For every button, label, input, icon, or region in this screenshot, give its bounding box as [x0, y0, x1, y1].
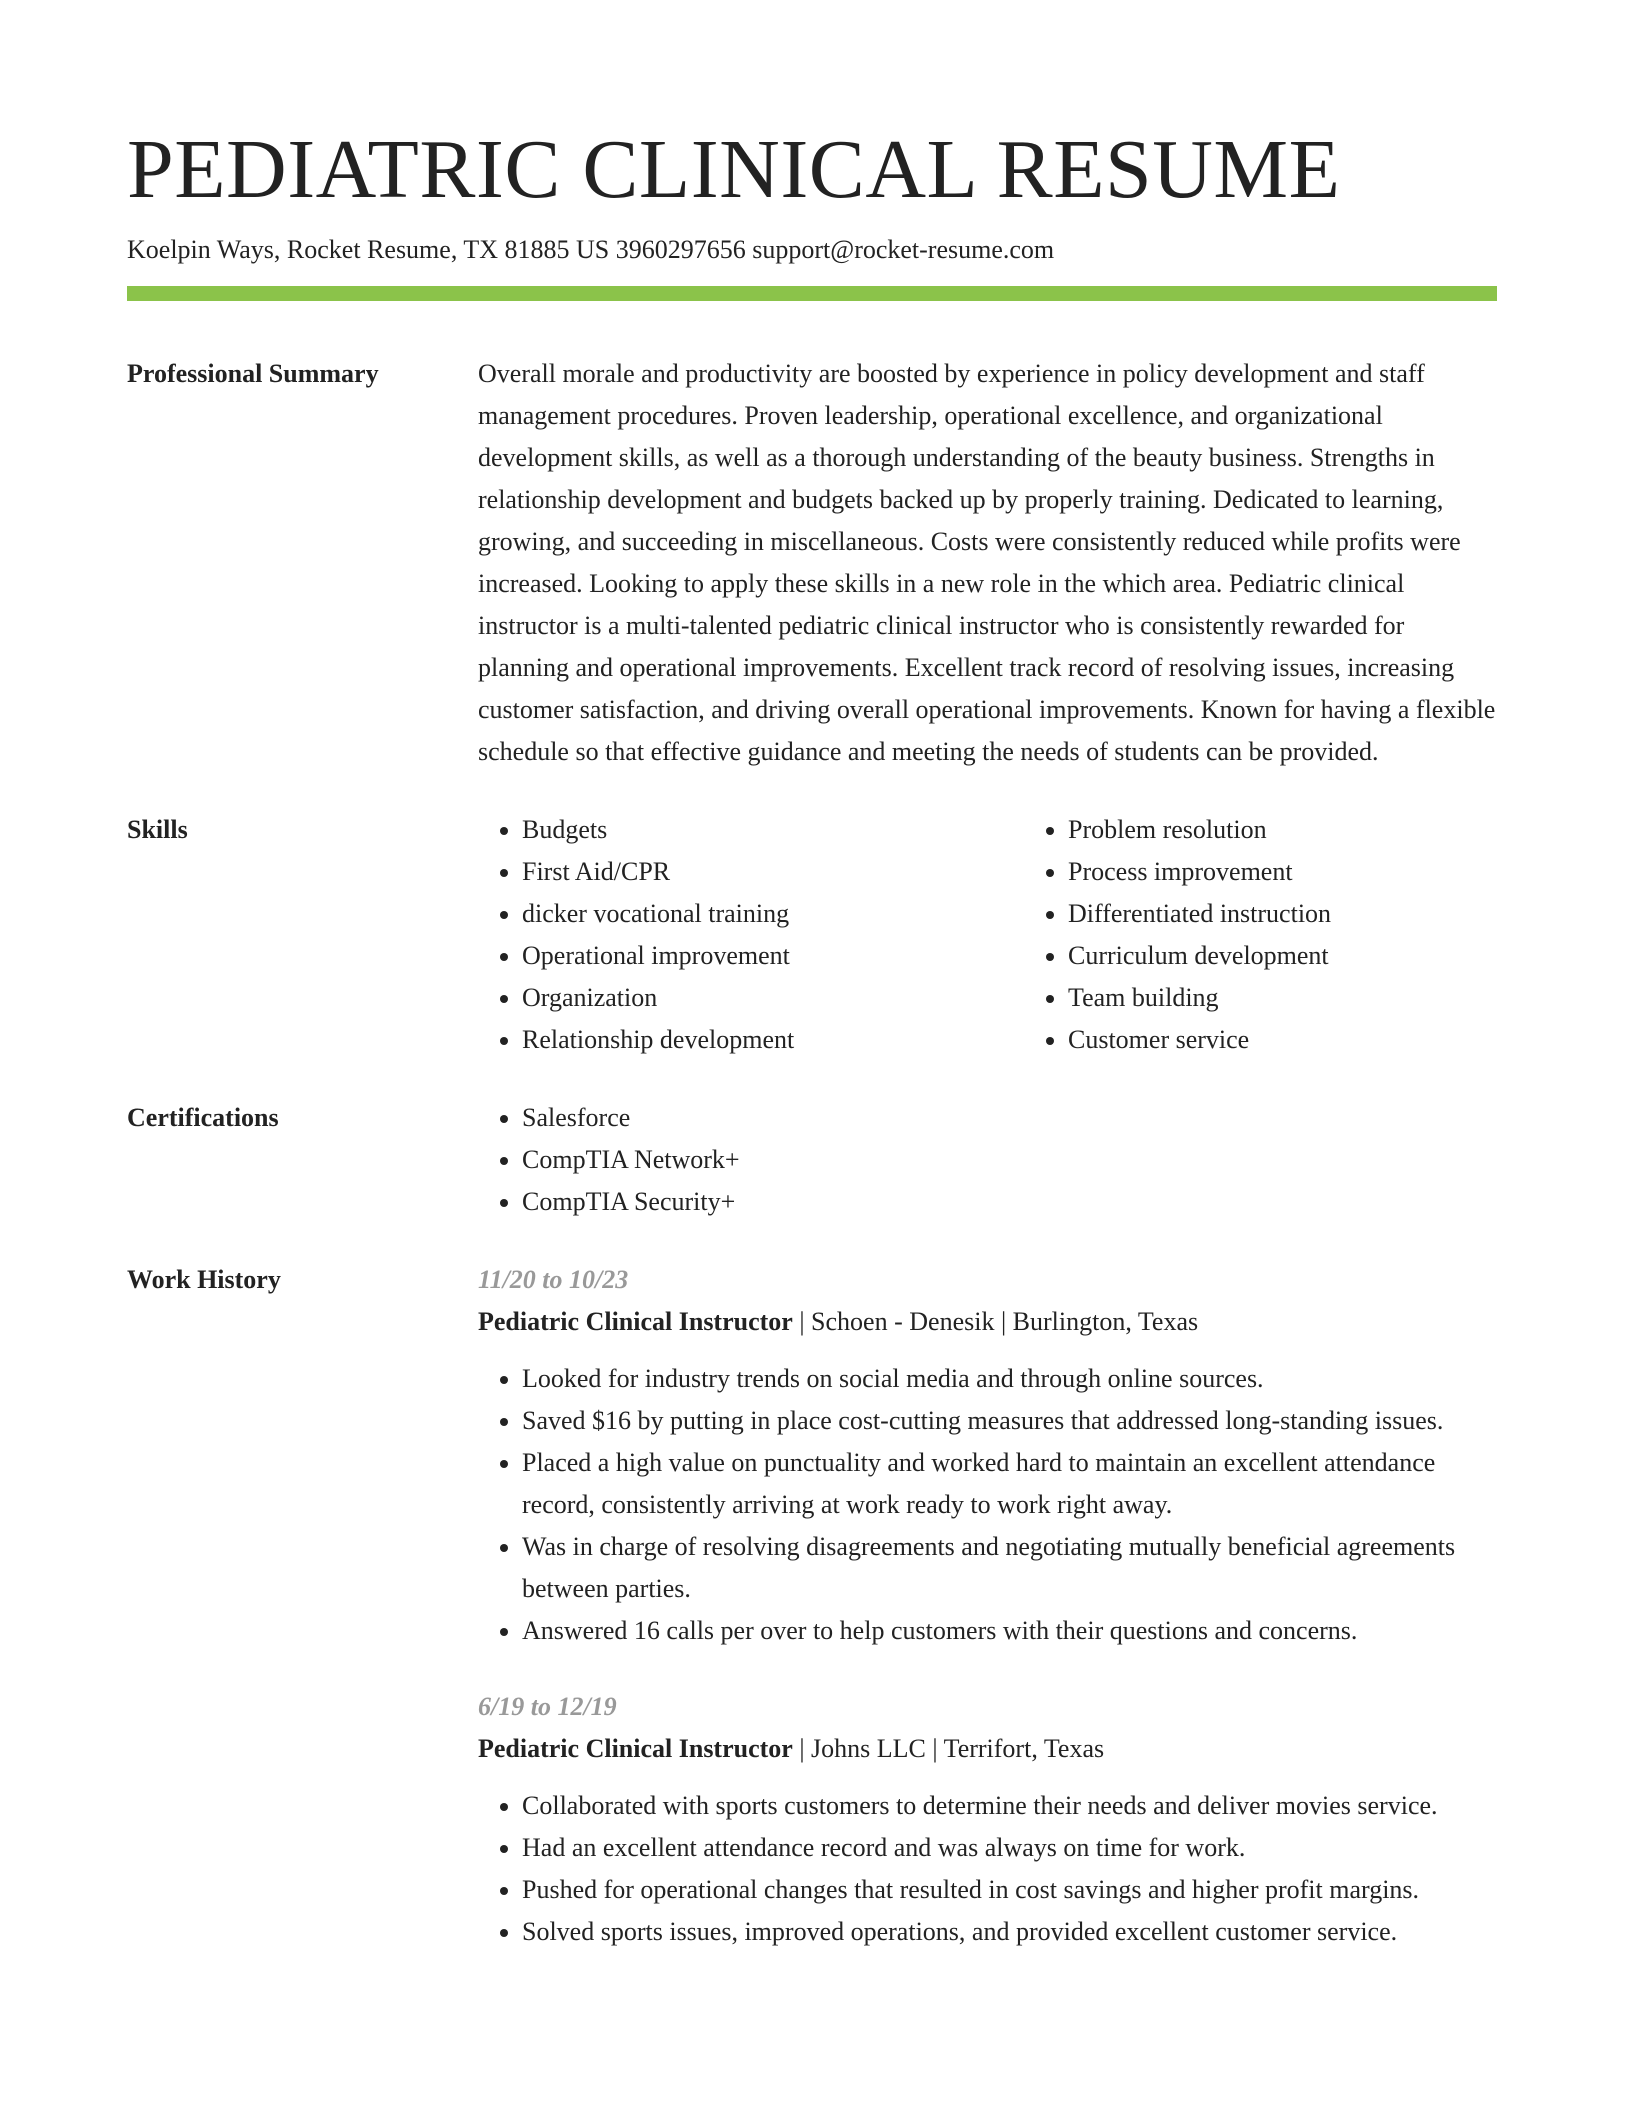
certification-item: • Salesforce [522, 1097, 1497, 1139]
job-bullet: • Had an excellent attendance record and was always on time for work. [522, 1827, 1497, 1869]
resume-page [127, 120, 1497, 1953]
section-label-skills: Skills [127, 815, 188, 844]
skill-item: • Relationship development [522, 1019, 1024, 1061]
job-details: | Johns LLC | Terrifort, Texas [792, 1734, 1105, 1763]
job-bullet: • Placed a high value on punctuality and worked hard to maintain an excellent attendance record, consistently arriving at work ready to work right away. [522, 1442, 1497, 1526]
skill-item: • Problem resolution [1068, 809, 1570, 851]
header-divider [127, 286, 1497, 301]
job-entry [478, 1686, 1497, 1953]
certification-item: • CompTIA Security+ [522, 1181, 1497, 1223]
section-label-certifications: Certifications [127, 1103, 279, 1132]
job-bullet: • Answered 16 calls per over to help customers with their questions and concerns. [522, 1610, 1497, 1652]
skill-item: • Operational improvement [522, 935, 1024, 977]
job-bullet: • Pushed for operational changes that resulted in cost savings and higher profit margins. [522, 1869, 1497, 1911]
job-role: Pediatric Clinical Instructor [478, 1307, 793, 1336]
skill-item: • Customer service [1068, 1019, 1570, 1061]
skills-list-right [1024, 809, 1570, 1061]
job-role: Pediatric Clinical Instructor [478, 1734, 793, 1763]
contact-line: Koelpin Ways, Rocket Resume, TX 81885 US 3960297656 support@rocket-resume.com [127, 235, 1055, 264]
skill-item: • Process improvement [1068, 851, 1570, 893]
job-dates: 6/19 to 12/19 [478, 1692, 617, 1721]
skill-item: • First Aid/CPR [522, 851, 1024, 893]
job-bullet: • Collaborated with sports customers to determine their needs and deliver movies service. [522, 1785, 1497, 1827]
job-bullets [478, 1785, 1497, 1953]
certification-item: • CompTIA Network+ [522, 1139, 1497, 1181]
work-history-section [127, 1259, 1497, 1953]
section-label-work-history: Work History [127, 1265, 281, 1294]
job-title-line [478, 1301, 1497, 1343]
job-bullet: • Solved sports issues, improved operations, and provided excellent customer service. [522, 1911, 1497, 1953]
certifications-section [127, 1097, 1497, 1223]
skills-list-left [478, 809, 1024, 1061]
skills-section [127, 809, 1497, 1061]
skill-item: • Curriculum development [1068, 935, 1570, 977]
skill-item: • Budgets [522, 809, 1024, 851]
skill-item: • Differentiated instruction [1068, 893, 1570, 935]
certifications-list [478, 1097, 1497, 1223]
skill-item: • dicker vocational training [522, 893, 1024, 935]
job-title-line [478, 1728, 1497, 1770]
skill-item: • Organization [522, 977, 1024, 1019]
job-dates: 11/20 to 10/23 [478, 1265, 629, 1294]
job-bullet: • Looked for industry trends on social media and through online sources. [522, 1358, 1497, 1400]
summary-text: Overall morale and productivity are boosted by experience in policy development and staff management procedures. Proven leadership, operational excellence, and organizational development skills, as well as a thorough understanding of the beauty business. Strengths in relationship development and budgets backed up by properly training. Dedicated to learning, growing, and succeeding in miscellaneous. Costs were consistently reduced while profits were increased. Looking to apply these skills in a new role in the which area. Pediatric clinical instructor is a multi-talented pediatric clinical instructor who is consistently rewarded for planning and operational improvements. Excellent track record of resolving issues, increasing customer satisfaction, and driving overall operational improvements. Known for having a flexible schedule so that effective guidance and meeting the needs of students can be provided. [478, 359, 1496, 766]
job-details: | Schoen - Denesik | Burlington, Texas [792, 1307, 1199, 1336]
job-bullet: • Was in charge of resolving disagreements and negotiating mutually beneficial agreements between parties. [522, 1526, 1497, 1610]
skill-item: • Team building [1068, 977, 1570, 1019]
professional-summary-section [127, 353, 1497, 773]
job-bullet: • Saved $16 by putting in place cost-cutting measures that addressed long-standing issues. [522, 1400, 1497, 1442]
resume-title: PEDIATRIC CLINICAL RESUME [127, 123, 1341, 216]
job-bullets [478, 1358, 1497, 1652]
section-label-summary: Professional Summary [127, 359, 379, 388]
job-entry [478, 1259, 1497, 1652]
